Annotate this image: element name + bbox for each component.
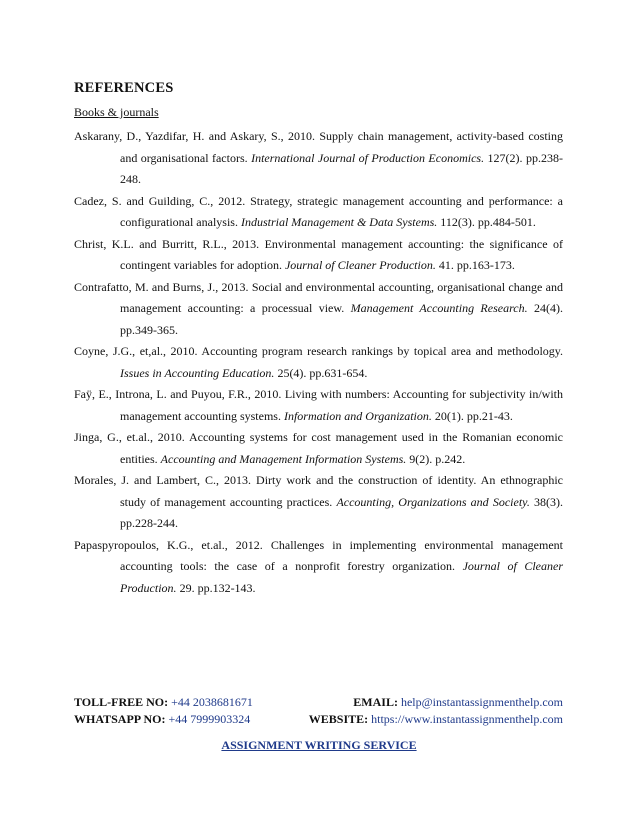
reference-entry (74, 427, 563, 470)
reference-details: 20(1). pp.21-43. (431, 408, 513, 423)
reference-entry (74, 384, 563, 427)
reference-source: International Journal of Production Economics. (251, 150, 485, 165)
reference-text: Christ, K.L. and Burritt, R.L., 2013. Environmental management accounting: the significance of contingent variables for adoption. (74, 236, 563, 272)
reference-details: 41. pp.163-173. (435, 258, 515, 272)
reference-details: 127(2). pp.238-248. (120, 150, 563, 186)
tollfree-info (74, 694, 253, 711)
reference-source: Journal of Cleaner Production. (284, 258, 436, 272)
reference-details: 9(2). p.242. (406, 451, 466, 466)
reference-text: Jinga, G., et.al., 2010. Accounting systems for cost management used in the Romanian economic entities. (74, 430, 563, 466)
reference-entry (74, 126, 563, 191)
reference-entry (74, 191, 563, 234)
reference-entry (74, 234, 563, 277)
footer-row (74, 711, 563, 728)
reference-source: Management Accounting Research. (350, 301, 528, 315)
reference-entry (74, 341, 563, 384)
section-subheading: Books & journals (74, 105, 159, 119)
website-info (309, 711, 563, 728)
tollfree-label: TOLL-FREE NO: (74, 695, 169, 709)
reference-text: Faÿ, E., Introna, L. and Puyou, F.R., 2010. Living with numbers: Accounting for subjectivity in/with management accounting systems. (74, 387, 563, 423)
page-heading: REFERENCES (74, 80, 174, 96)
tollfree-number[interactable]: +44 2038681671 (171, 695, 253, 709)
reference-source: Accounting, Organizations and Society. (336, 494, 530, 509)
whatsapp-label: WHATSAPP NO: (74, 712, 166, 726)
reference-list (74, 126, 563, 599)
reference-text: Coyne, J.G., et,al., 2010. Accounting program research rankings by topical area and methodology. (74, 344, 563, 358)
email-label: EMAIL: (353, 695, 398, 709)
reference-details: 112(3). pp.484-501. (437, 215, 536, 229)
service-link[interactable]: ASSIGNMENT WRITING SERVICE (221, 738, 417, 752)
reference-entry (74, 277, 563, 342)
reference-text: Askarany, D., Yazdifar, H. and Askary, S., 2010. Supply chain management, activity-based costing and organisational factors. (74, 129, 563, 165)
reference-details: 25(4). pp.631-654. (274, 365, 368, 380)
website-label: WEBSITE: (308, 712, 369, 726)
website-link[interactable]: https://www.instantassignmenthelp.com (371, 712, 563, 726)
reference-source: Accounting and Management Information Systems. (160, 451, 407, 466)
whatsapp-info (74, 711, 250, 728)
reference-details: 24(4). pp.349-365. (120, 301, 563, 337)
reference-source: Journal of Cleaner Production. (120, 559, 564, 595)
reference-entry (74, 470, 563, 535)
reference-text: Cadez, S. and Guilding, C., 2012. Strategy, strategic management accounting and performance: a configurational analysis. (74, 193, 563, 229)
reference-text: Papaspyropoulos, K.G., et.al., 2012. Challenges in implementing environmental management accounting tools: the case of a nonprofit forestry organization. (74, 537, 563, 573)
reference-source: Information and Organization. (283, 408, 432, 423)
whatsapp-number[interactable]: +44 7999903324 (168, 712, 251, 726)
contact-footer (74, 694, 563, 728)
footer-row (74, 694, 563, 711)
reference-source: Issues in Accounting Education. (120, 365, 275, 380)
reference-entry (74, 535, 563, 600)
reference-text: Contrafatto, M. and Burns, J., 2013. Social and environmental accounting, organisational change and management accounting: a processual view. (74, 279, 563, 315)
reference-details: 29. pp.132-143. (176, 580, 256, 595)
reference-source: Industrial Management & Data Systems. (240, 215, 438, 229)
reference-text: Morales, J. and Lambert, C., 2013. Dirty work and the construction of identity. An ethnographic study of management accounting practices. (74, 473, 563, 509)
email-info (353, 694, 563, 711)
email-link[interactable]: help@instantassignmenthelp.com (400, 695, 563, 709)
reference-details: 38(3). pp.228-244. (120, 494, 564, 530)
